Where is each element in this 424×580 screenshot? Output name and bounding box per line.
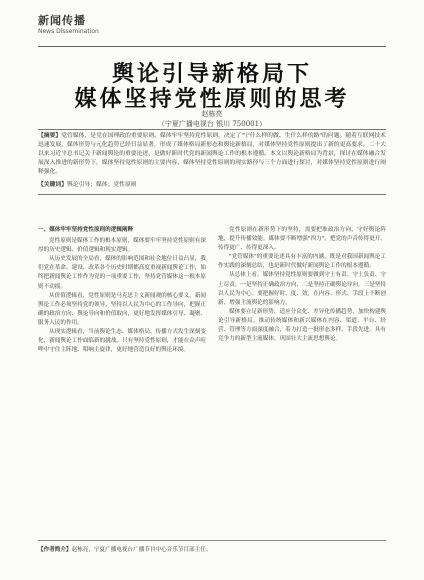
keywords-label: 【关键词】 <box>38 182 67 188</box>
author-name: 赵栋亮 <box>201 110 223 118</box>
body-paragraph: 党性原则在新形势下的坚持，需要把准政治方向，守好舆论阵地，提升传播效能。媒体要不断增强"四力"，把党的声音传得更开、传得更广、传得更深入。 <box>218 227 386 252</box>
section-heading: 一、媒体牢牢坚持党性原则的逻辑阐释 <box>38 227 134 233</box>
body-paragraph: 从价值逻辑看，党性原则是马克思主义新闻观的核心要义，新闻舆论工作必须坚持党的领导，坚持以人民为中心的工作导向，把握正确的政治方向、舆论导向和价值取向，更好地发挥媒体引导、凝聚、服务人民的作用。 <box>38 292 206 326</box>
section-name-cn: 新闻传播 <box>38 14 86 27</box>
abstract-rule-top <box>38 129 386 130</box>
abstract-text: 党管媒体，是党在国理政的重要原则。媒体牢牢坚持党性原则，决定了"宁什么样的做、生什么样的路"的问题。随着互联网技术迅速发展，媒体形势与元化趋势已经日益显著，形成了媒体格局新形态和舆论新格局，对媒体坚持党性原则提出了新的更高要求。二十大以来习近平总书记关于新闻舆论的重要论述，是做好新时代党的新闻舆论工作的根本遵循。本文以舆论新格局为背景，探讨在媒体融合发展深入推进的新形势下，媒体坚持党性原则的主要内容、媒体坚持党性原则的现实路径与三个方面进行探讨，对媒体坚持党性原则进行阐释强化。 <box>38 133 386 175</box>
author-footnote <box>38 545 386 553</box>
keywords-text: 舆论引导；媒体；党性原则 <box>67 182 137 188</box>
author-affiliation: （宁夏广播电视台 银川 750001） <box>157 120 267 128</box>
article-title-line-2: 媒体坚持党性原则的思考 <box>74 86 350 112</box>
body-paragraph: 从现实逻辑看，当前舆论生态、媒体格局、传播方式发生深刻变化，新闻舆论工作面临新的挑战。只有坚持党性原则，才能在众声喧哗中守住主阵地、唱响主旋律，更好地营造良好的舆论环境。 <box>38 329 206 354</box>
body-paragraph: 从历史发展的全局看，媒体的影响范围和社会地位日益凸显，我们党在革命、建设、改革各个历史时期都高度重视新闻舆论工作，始终把新闻舆论工作作为党的一项重要工作，坚持党管媒体这一根本原则不动摇。 <box>38 256 206 290</box>
body-paragraph: 媒体要立足新形势，适应分众化、差异化传播趋势，加快构建舆论引导新格局。推动传统媒体和新兴媒体在内容、渠道、平台、经营、管理等方面深度融合，着力打造一批形态多样、手段先进、具有竞争力的新型主流媒体，巩固壮大主流思想舆论。 <box>218 308 386 343</box>
article-title-line-1: 舆论引导新格局下 <box>111 61 312 87</box>
abstract-rule-bottom <box>38 194 386 195</box>
body-paragraph: "党管媒体"的重要论述具有丰富的内涵，既是对我国新闻舆论工作实践的深刻总结，也是新时代做好新闻舆论工作的根本遵循。 <box>218 254 386 270</box>
footnote-rule <box>38 540 386 541</box>
footnote-text: 赵栋亮，宁夏广播电视台广播节目中心音乐节目部主任。 <box>71 547 212 553</box>
abstract-label: 【摘要】 <box>38 133 62 139</box>
body-paragraph: 从总体上看，媒体坚持党性原则要做到守土有责、守土负责、守土尽责。一是坚持正确政治方向，二是坚持正确舆论导向，三是坚持以人民为中心。要把握好时、度、效，在内容、形式、手段上不断创新，增强主流舆论的影响力。 <box>218 272 386 306</box>
body-paragraph: 党性原则是媒体工作的根本原则，媒体要牢牢坚持党性原则有深厚的历史逻辑、价值逻辑和现实逻辑。 <box>38 238 206 254</box>
abstract-block <box>38 132 386 177</box>
body-column-left <box>38 226 206 355</box>
keywords-block <box>38 181 386 190</box>
section-tag <box>38 12 99 35</box>
header-rule <box>38 46 386 47</box>
body-column-right <box>218 226 386 344</box>
footnote-label: 【作者简介】 <box>38 547 72 553</box>
section-name-en: News Dissemination <box>38 28 99 35</box>
